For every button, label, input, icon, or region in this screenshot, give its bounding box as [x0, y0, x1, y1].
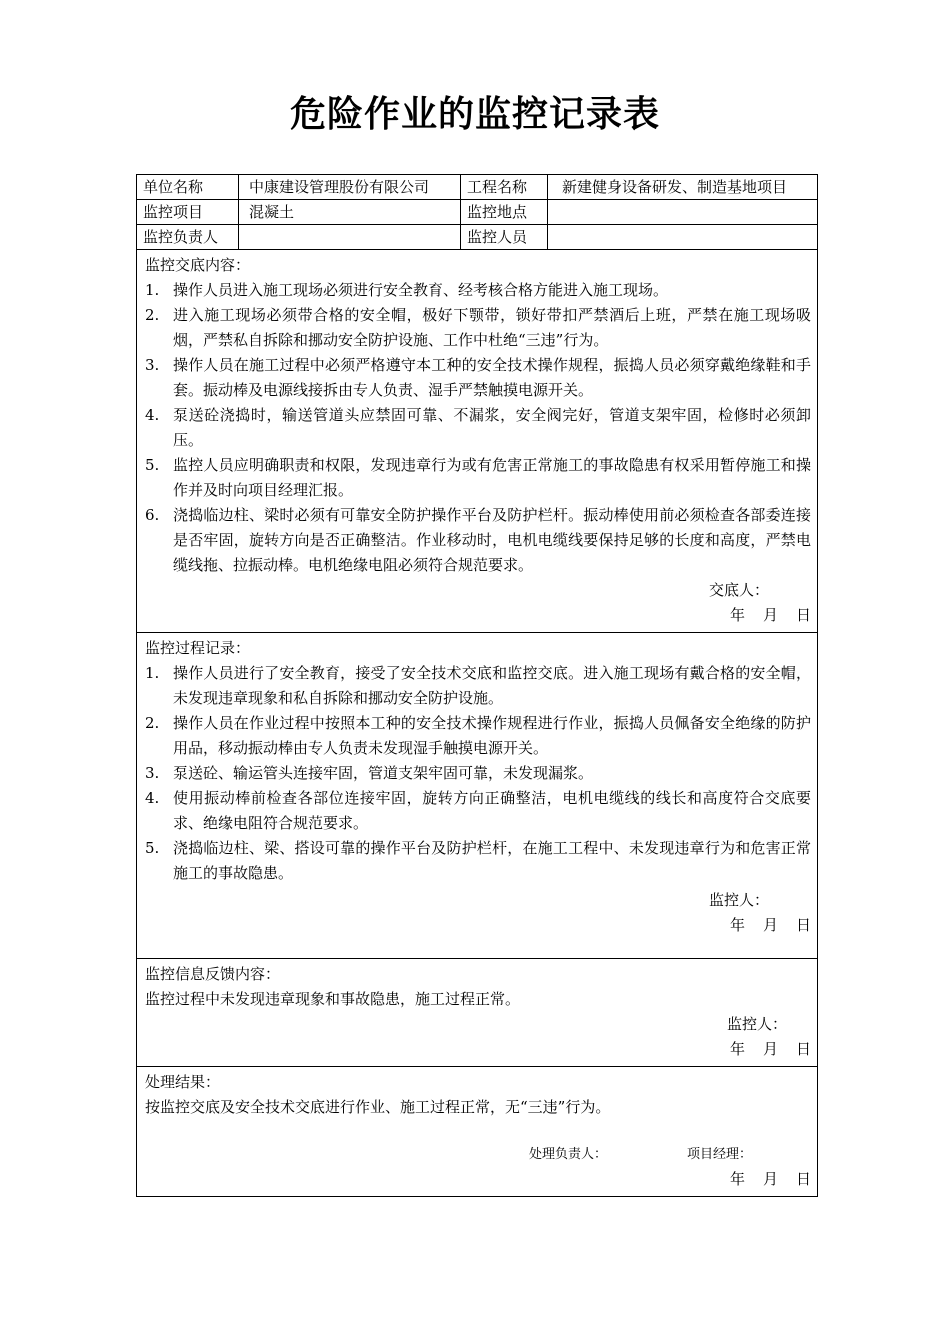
process-row: [137, 633, 818, 959]
list-item: 4. 使用振动棒前检查各部位连接牢固，旋转方向正确整洁，电机电缆线的线长和高度符合交底要求、绝缘电阻符合规范要求。: [145, 789, 811, 832]
supervisor-label: 监控负责人: [137, 225, 239, 250]
project-value: 新建健身设备研发、制造基地项目: [548, 175, 818, 200]
monitor-site-value: [548, 200, 818, 225]
result-text: 按监控交底及安全技术交底进行作业、施工过程正常，无“三违”行为。: [145, 1098, 611, 1116]
result-date: 年 月 日: [729, 1170, 811, 1188]
result-heading: 处理结果：: [145, 1073, 221, 1091]
supervisor-value: [239, 225, 461, 250]
feedback-signer-label: 监控人：: [726, 1015, 787, 1033]
briefing-date: 年 月 日: [729, 606, 811, 624]
unit-value: 中康建设管理股份有限公司: [239, 175, 461, 200]
feedback-heading: 监控信息反馈内容：: [145, 965, 281, 983]
monitor-staff-value: [548, 225, 818, 250]
process-section: [137, 633, 818, 959]
manager-label: 项目经理：: [687, 1147, 753, 1162]
briefing-row: [137, 250, 818, 633]
header-row-unit: [137, 175, 818, 200]
list-item: 6. 浇捣临边柱、梁时必须有可靠安全防护操作平台及防护栏杆。振动棒使用前必须检查各部委连接是否牢固，旋转方向是否正确整洁。作业移动时，电机电缆线要保持足够的长度和高度，严禁电缆线拖、拉振动棒。电机绝缘电阻必须符合规范要求。: [145, 506, 811, 574]
monitor-staff-label: 监控人员: [461, 225, 548, 250]
list-item: 5. 浇捣临边柱、梁、搭设可靠的操作平台及防护栏杆，在施工工程中、未发现违章行为和危害正常施工的事故隐患。: [145, 839, 811, 882]
list-item: 2. 操作人员在作业过程中按照本工种的安全技术操作规程进行作业，振捣人员佩备安全绝缘的防护用品，移动振动棒由专人负责未发现湿手触摸电源开关。: [145, 714, 811, 757]
monitor-site-label: 监控地点: [461, 200, 548, 225]
process-heading: 监控过程记录：: [145, 639, 251, 657]
list-item: 3. 泵送砼、输运管头连接牢固，管道支架牢固可靠，未发现漏浆。: [145, 764, 594, 782]
process-date: 年 月 日: [729, 916, 811, 934]
monitoring-record-table: [136, 174, 818, 1197]
list-item: 1. 操作人员进行了安全教育，接受了安全技术交底和监控交底。进入施工现场有戴合格的安全帽，未发现违章现象和私自拆除和挪动安全防护设施。: [145, 664, 811, 707]
project-label: 工程名称: [461, 175, 548, 200]
list-item: 1. 操作人员进入施工现场必须进行安全教育、经考核合格方能进入施工现场。: [145, 281, 669, 299]
page-title: 危险作业的监控记录表: [289, 93, 660, 135]
list-item: 4. 泵送砼浇捣时，输送管道头应禁固可靠、不漏浆，安全阀完好，管道支架牢固，检修时必须卸压。: [145, 406, 811, 449]
monitor-item-label: 监控项目: [137, 200, 239, 225]
process-signer-label: 监控人：: [708, 891, 769, 909]
unit-label: 单位名称: [137, 175, 239, 200]
feedback-date: 年 月 日: [729, 1040, 811, 1058]
monitor-item-value: 混凝土: [239, 200, 461, 225]
feedback-section: [137, 959, 818, 1067]
briefing-heading: 监控交底内容：: [145, 256, 251, 274]
list-item: 2. 进入施工现场必须带合格的安全帽，极好下颚带，锁好带扣严禁酒后上班，严禁在施工现场吸烟，严禁私自拆除和挪动安全防护设施、工作中杜绝“三违”行为。: [145, 306, 811, 349]
header-row-staff: [137, 225, 818, 250]
feedback-text: 监控过程中未发现违章现象和事故隐患，施工过程正常。: [145, 990, 521, 1008]
briefing-list: [145, 278, 811, 578]
list-item: 5. 监控人员应明确职责和权限，发现违章行为或有危害正常施工的事故隐患有权采用暂停施工和操作并及时向项目经理汇报。: [145, 456, 811, 499]
result-section: [137, 1067, 818, 1197]
process-list: [145, 661, 811, 886]
briefing-signer-label: 交底人：: [708, 581, 769, 599]
list-item: 3. 操作人员在施工过程中必须严格遵守本工种的安全技术操作规程，振捣人员必须穿戴绝缘鞋和手套。振动棒及电源线接拆由专人负责、湿手严禁触摸电源开关。: [145, 356, 811, 399]
result-signers: [145, 1142, 811, 1167]
header-row-item: [137, 200, 818, 225]
handler-label: 处理负责人：: [529, 1147, 608, 1162]
feedback-row: [137, 959, 818, 1067]
result-row: [137, 1067, 818, 1197]
briefing-section: [137, 250, 818, 633]
